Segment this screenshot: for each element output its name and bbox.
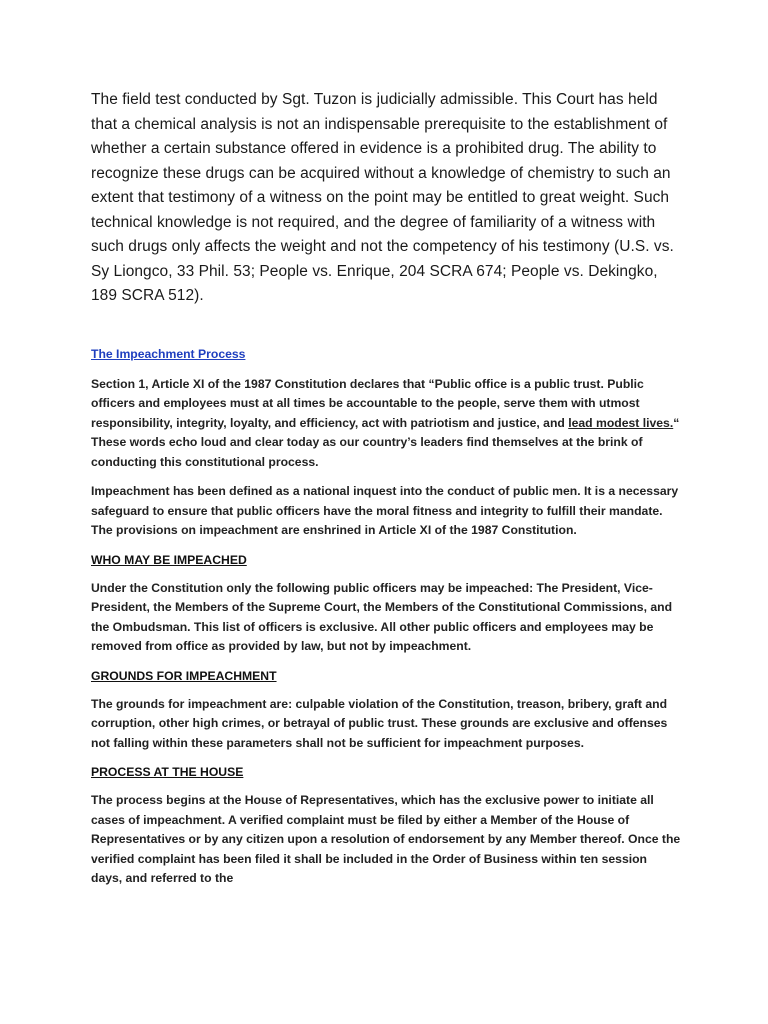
lead-modest-lives-text: lead modest lives. xyxy=(568,415,674,430)
heading-who-may-be-impeached: WHO MAY BE IMPEACHED xyxy=(91,552,247,567)
lead-paragraph: The field test conducted by Sgt. Tuzon is judicially admissible. This Court has held that a chemical analysis is not an indispensable prerequisite to the establishment of whether a certain substance offered in evidence is a prohibited drug. The ability to recognize these drugs can be acquired without a knowledge of chemistry to such an extent that testimony of a witness on the point may be entitled to great weight. Such technical knowledge is not required, and the degree of familiarity of a witness with such drugs only affects the weight and not the competency of his testimony (U.S. vs. Sy Liongco, 33 Phil. 53; People vs. Enrique, 204 SCRA 674; People vs. Dekingko, 189 SCRA 512). xyxy=(91,91,674,304)
paragraph-process: The process begins at the House of Representatives, which has the exclusive power to initiate all cases of impeachment. A verified complaint must be filed by either a Member of the House of Representatives or by any citizen upon a resolution of endorsement by any Member thereof. Once the verified complaint has been filed it shall be included in the Order of Business within ten session days, and referred to the xyxy=(91,793,681,885)
heading-process-at-the-house: PROCESS AT THE HOUSE xyxy=(91,765,244,779)
paragraph-who-may-be-impeached: Under the Constitution only the following public officers may be impeached: The President, Vice-President, the Members of the Supreme Court, the Members of the Constitutional Commissions, and the Ombudsman. This list of officers is exclusive. All other public officers and employees may be removed from office as provided by law, but not by impeachment. xyxy=(91,580,673,653)
impeachment-process-link[interactable]: The Impeachment Process xyxy=(91,346,246,361)
paragraph-section-1 xyxy=(91,375,681,473)
paragraph-grounds: The grounds for impeachment are: culpable violation of the Constitution, treason, bribery, graft and corruption, other high crimes, or betrayal of public trust. These grounds are exclusive and offenses not falling within these parameters shall not be sufficient for impeachment purposes. xyxy=(91,696,668,750)
document-page xyxy=(91,88,681,899)
paragraph-definition: Impeachment has been defined as a national inquest into the conduct of public men. It is a necessary safeguard to ensure that public officers have the moral fitness and integrity to fulfill their mandate. The provisions on impeachment are enshrined in Article XI of the 1987 Constitution. xyxy=(91,484,679,537)
paragraph-section-1-text: Section 1, Article XI of the 1987 Constitution declares that “Public office is a public trust. Public officers and employees must at all times be accountable to the people, serve them with utmost responsibility, integrity, loyalty, and efficiency, act with patriotism and justice, and xyxy=(91,376,644,430)
paragraph-section-1-tail: “ These words echo loud and clear today as our country’s leaders find themselves at the brink of conducting this constitutional process. xyxy=(91,415,680,469)
heading-grounds-for-impeachment: GROUNDS FOR IMPEACHMENT xyxy=(91,668,277,683)
